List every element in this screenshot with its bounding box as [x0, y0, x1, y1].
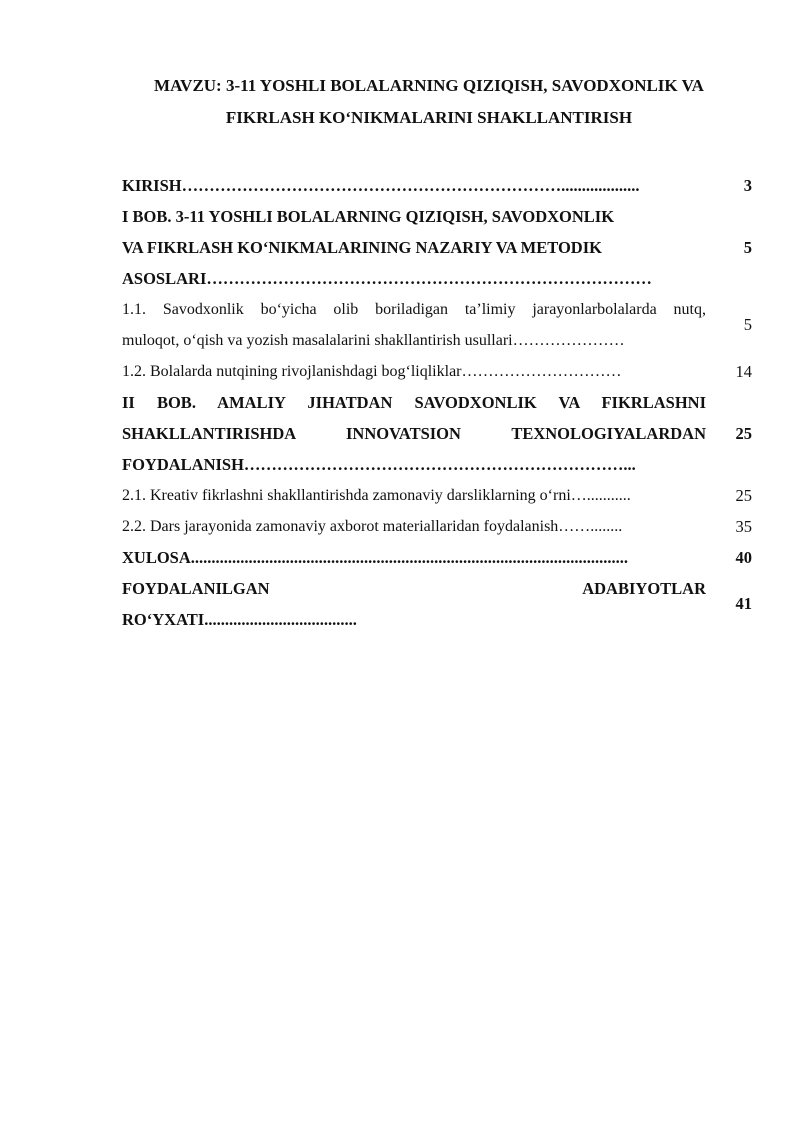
toc-page-number: 3 [743, 175, 752, 195]
title-line-1: MAVZU: 3-11 YOSHLI BOLALARNING QIZIQISH, SAVODXONLIK VA [154, 76, 704, 95]
toc-page-number: 35 [735, 516, 752, 536]
document-title [100, 70, 758, 134]
toc-entry-section-1-1[interactable] [122, 294, 762, 356]
table-of-contents [122, 170, 762, 635]
toc-entry-section-2-2[interactable] [122, 511, 762, 542]
toc-entry-text: XULOSA.......................................................................................................... [122, 548, 629, 567]
toc-entry-text: 1.1. Savodxonlik bo‘yicha olib boriladigan ta’limiy jarayonlarbolalarda nutq, [122, 301, 706, 318]
toc-entry-text: FOYDALANISH……………………………………………………………... [122, 455, 636, 474]
toc-entry-text: 2.2. Dars jarayonida zamonaviy axborot materiallaridan foydalanish……........ [122, 518, 623, 535]
toc-entry-conclusion[interactable] [122, 542, 762, 573]
toc-entry-text: RO‘YXATI..................................... [122, 610, 357, 629]
toc-page-number: 14 [735, 361, 752, 381]
toc-entry-text: SHAKLLANTIRISHDA INNOVATSION TEXNOLOGIYALARDAN [122, 424, 706, 443]
toc-page-number: 5 [743, 237, 752, 257]
title-line-2: FIKRLASH KO‘NIKMALARINI SHAKLLANTIRISH [225, 108, 633, 127]
toc-entry-section-1-2[interactable] [122, 356, 762, 387]
toc-entry-text: ASOSLARI……………………………………………………………………… [122, 269, 652, 288]
toc-entry-text: II BOB. AMALIY JIHATDAN SAVODXONLIK VA FIKRLASHNI [122, 393, 706, 412]
toc-entry-text: muloqot, o‘qish va yozish masalalarini shakllantirish usullari………………… [122, 332, 625, 349]
toc-entry-section-2-1[interactable] [122, 480, 762, 511]
toc-page-number: 41 [735, 594, 752, 613]
toc-page-number: 25 [735, 423, 752, 443]
toc-entry-references[interactable] [122, 573, 762, 635]
toc-page-number: 5 [743, 315, 752, 334]
toc-entry-chapter-1[interactable] [122, 201, 762, 294]
toc-entry-text: 1.2. Bolalarda nutqining rivojlanishdagi bog‘liqliklar………………………… [122, 363, 622, 380]
toc-entry-text: KIRISH……………………………………………………………................... [122, 176, 640, 195]
toc-entry-text: 2.1. Kreativ fikrlashni shakllantirishda zamonaviy darsliklarning o‘rni…........... [122, 487, 631, 504]
toc-entry-text: I BOB. 3-11 YOSHLI BOLALARNING QIZIQISH, SAVODXONLIK [122, 207, 615, 226]
toc-page-number: 25 [735, 485, 752, 505]
toc-entry-introduction[interactable] [122, 170, 762, 201]
toc-page-number: 40 [735, 547, 752, 567]
toc-entry-chapter-2[interactable] [122, 387, 762, 480]
toc-entry-text: VA FIKRLASH KO‘NIKMALARINING NAZARIY VA METODIK [122, 238, 602, 257]
toc-entry-text: FOYDALANILGAN ADABIYOTLAR [122, 579, 706, 598]
